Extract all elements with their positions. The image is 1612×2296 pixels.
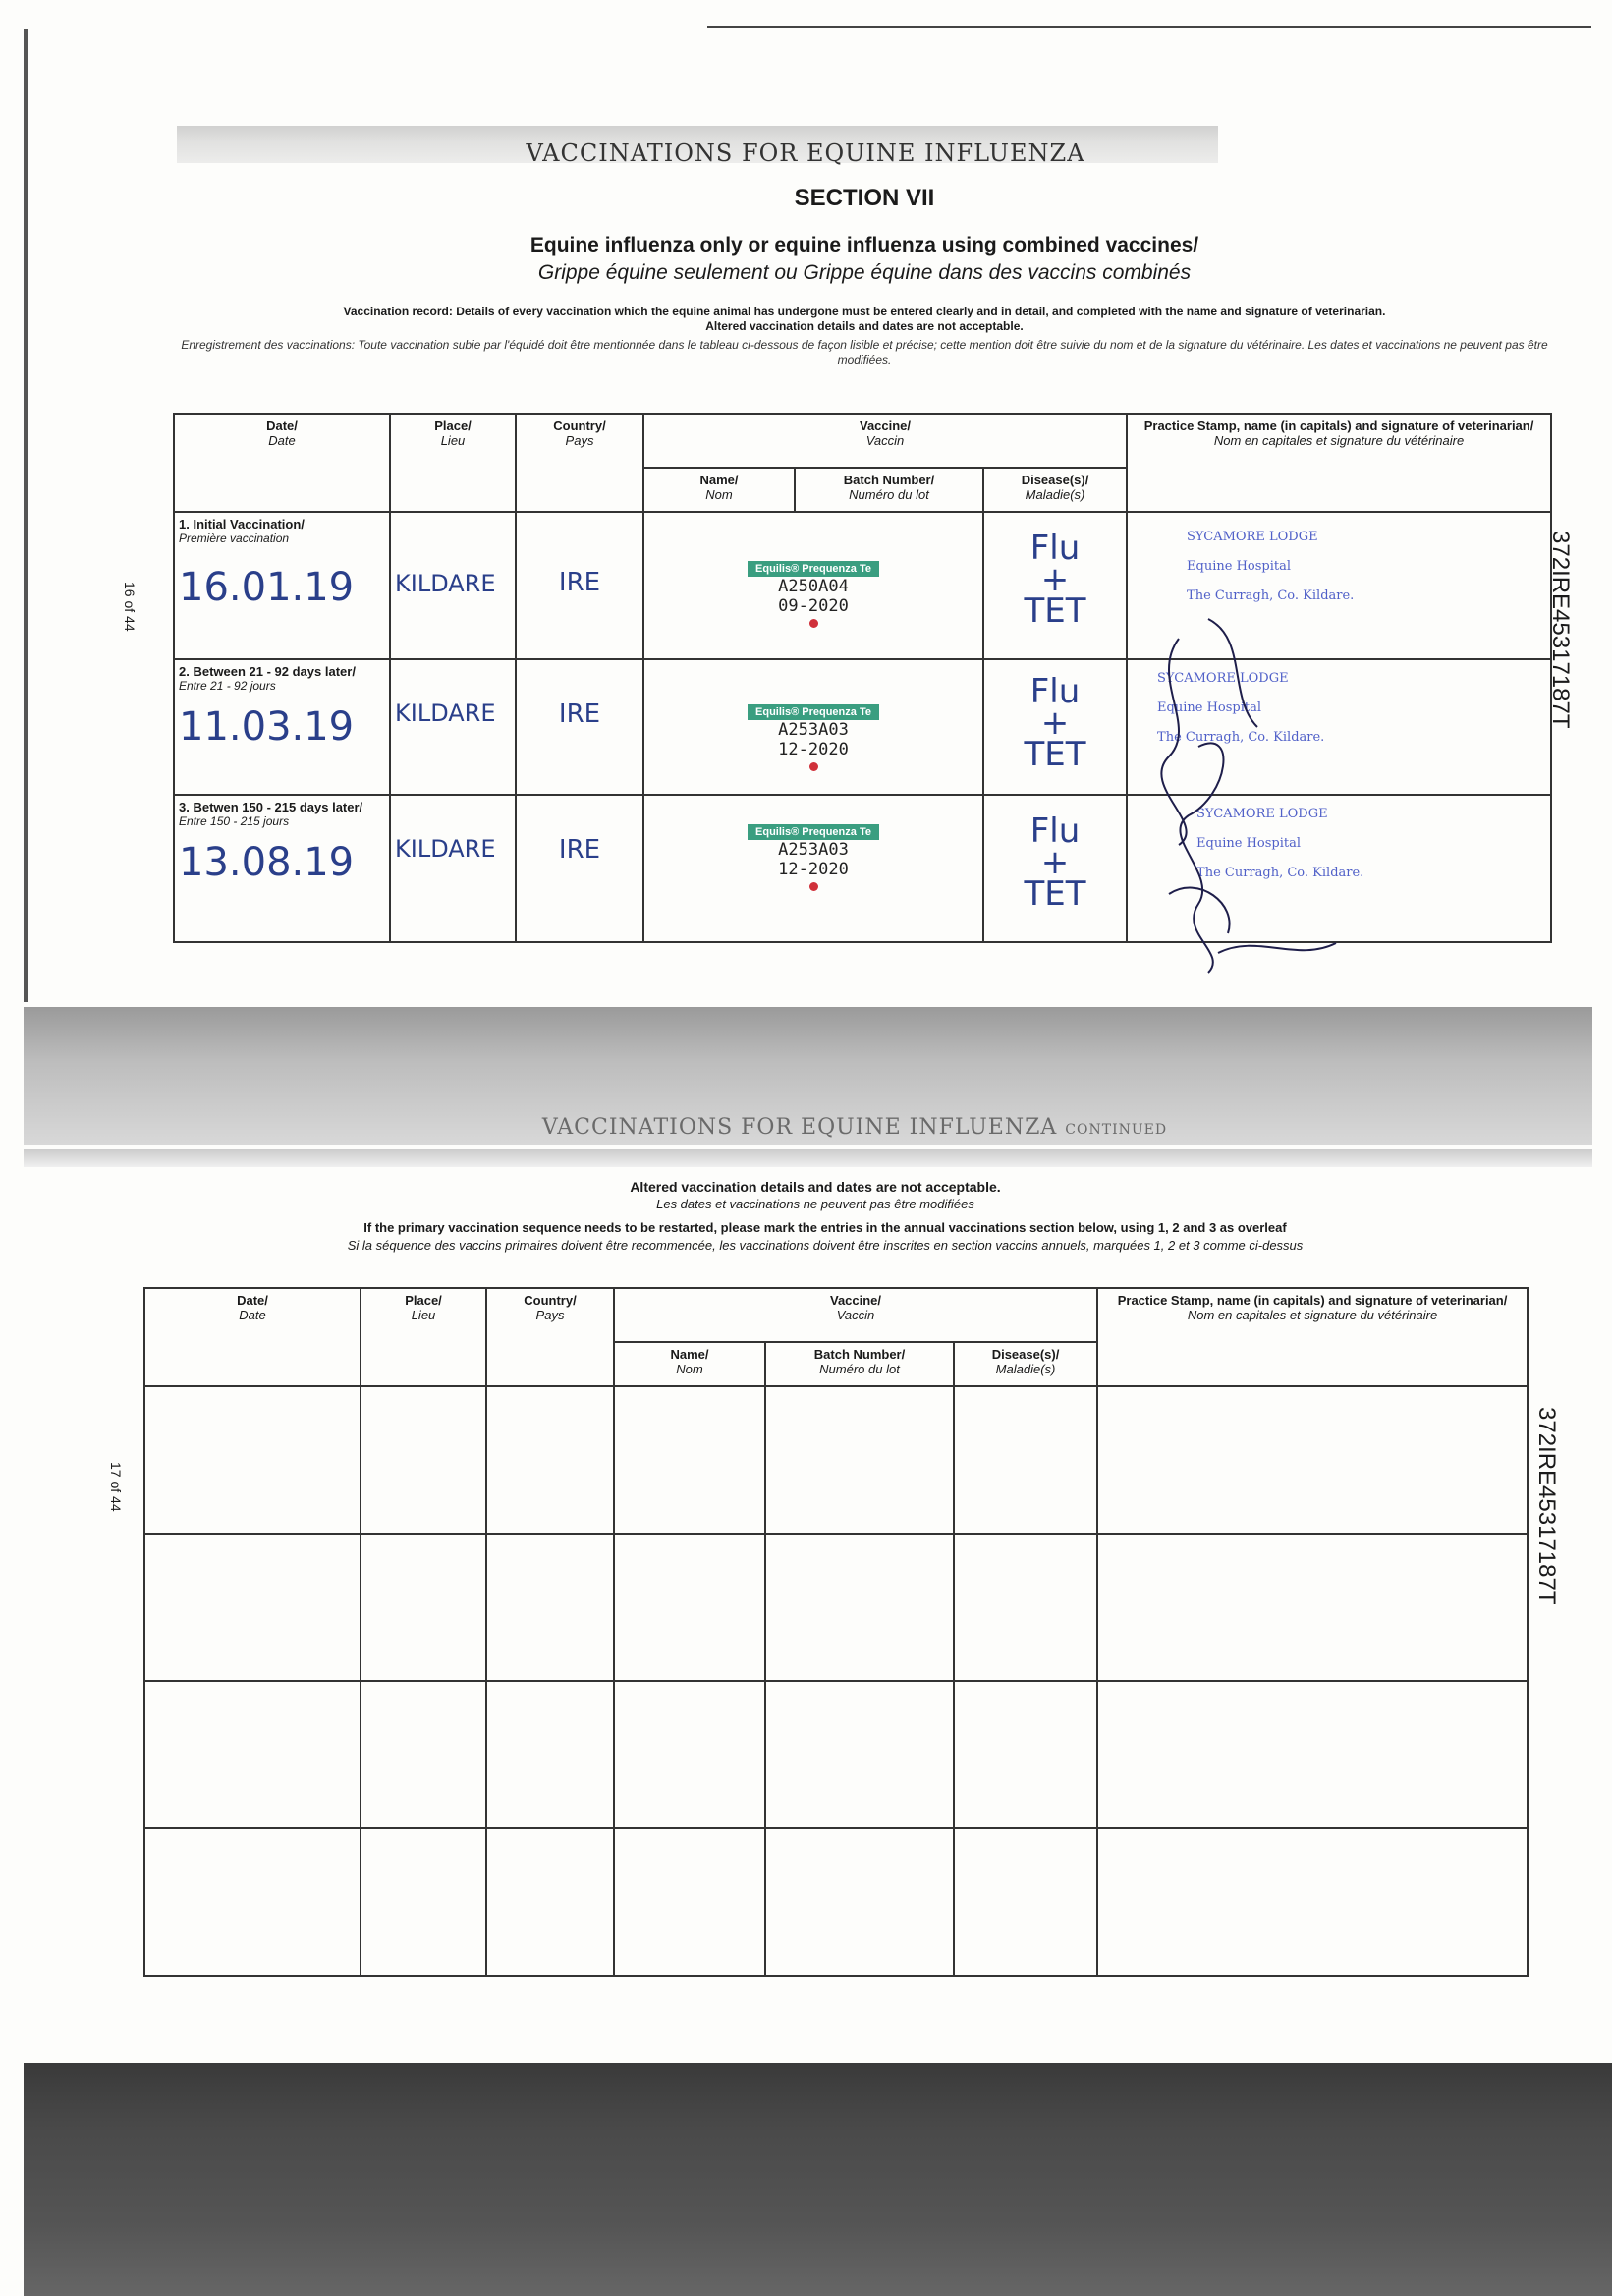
batch-expiry: 12-2020	[778, 740, 849, 759]
page-edge-left	[24, 29, 28, 1002]
record-note-en	[177, 305, 1552, 334]
col-batch: Batch Number/ Numéro du lot	[795, 468, 983, 512]
subtitle-en: Equine influenza only or equine influenza using combined vaccines/	[529, 234, 1199, 256]
disease-cell: Flu + TET	[983, 659, 1127, 795]
col-date: Date/ Date	[174, 414, 390, 512]
vaccination-table-2	[143, 1287, 1529, 1977]
col-stamp: Practice Stamp, name (in capitals) and signature of veterinarian/ Nom en capitales et signature du vétérinaire	[1127, 414, 1551, 512]
page2-title: VACCINATIONS FOR EQUINE INFLUENZA CONTINUED	[541, 1115, 1168, 1140]
page2-note-fr: Les dates et vaccinations ne peuvent pas être modifiées	[656, 1197, 974, 1211]
note-en: Vaccination record: Details of every vaccination which the equine animal has undergone must be entered clearly and in detail, and completed with the name and signature of veterinarian.	[343, 305, 1386, 318]
table-row	[144, 1828, 1528, 1976]
scan-bottom-shadow	[24, 2063, 1612, 2296]
page-number-17: 17 of 44	[108, 1462, 124, 1512]
date-handwritten: 13.08.19	[179, 840, 355, 885]
vaccine-name-label: Equilis® Prequenza Te	[748, 824, 879, 840]
vaccine-name-label: Equilis® Prequenza Te	[748, 561, 879, 577]
batch-expiry: 12-2020	[778, 860, 849, 879]
date-handwritten: 16.01.19	[179, 565, 355, 610]
practice-stamp: SYCAMORE LODGE Equine Hospital The Curragh, Co. Kildare.	[1127, 795, 1551, 942]
page-number-16: 16 of 44	[122, 582, 138, 632]
country-cell: IRE	[516, 659, 643, 795]
place-cell: KILDARE	[390, 795, 516, 942]
vaccine-label-sticker	[643, 795, 983, 942]
restart-note-en: If the primary vaccination sequence needs to be restarted, please mark the entries in the annual vaccinations section below, using 1, 2 and 3 as overleaf	[363, 1220, 1287, 1235]
red-dot-icon	[809, 882, 818, 891]
col-place: Place/ Lieu	[361, 1288, 486, 1386]
col-country: Country/ Pays	[486, 1288, 614, 1386]
side-id-1: 372IRE45317187T	[1547, 531, 1574, 729]
date-cell: 2. Between 21 - 92 days later/ Entre 21 - 92 jours 11.03.19	[174, 659, 390, 795]
disease-cell: Flu + TET	[983, 512, 1127, 659]
place-cell: KILDARE	[390, 659, 516, 795]
date-cell: 1. Initial Vaccination/ Première vaccination 16.01.19	[174, 512, 390, 659]
practice-stamp: SYCAMORE LODGE Equine Hospital The Curragh, Co. Kildare.	[1127, 659, 1551, 795]
table-row	[144, 1534, 1528, 1681]
country-cell: IRE	[516, 512, 643, 659]
section-heading: SECTION VII	[794, 185, 935, 211]
vaccine-label-sticker	[643, 512, 983, 659]
col-vaccine: Vaccine/ Vaccin	[614, 1288, 1097, 1342]
table-row	[144, 1681, 1528, 1828]
disease-cell: Flu + TET	[983, 795, 1127, 942]
red-dot-icon	[809, 762, 818, 771]
page-edge-top	[707, 26, 1591, 28]
date-cell: 3. Betwen 150 - 215 days later/ Entre 150 - 215 jours 13.08.19	[174, 795, 390, 942]
table-row	[144, 1386, 1528, 1534]
col-place: Place/ Lieu	[390, 414, 516, 512]
col-vaccine: Vaccine/ Vaccin	[643, 414, 1127, 468]
col-stamp: Practice Stamp, name (in capitals) and signature of veterinarian/ Nom en capitales et signature du vétérinaire	[1097, 1288, 1528, 1386]
col-vaccine-name: Name/ Nom	[614, 1342, 765, 1386]
batch-expiry: 09-2020	[778, 596, 849, 616]
col-disease: Disease(s)/ Maladie(s)	[954, 1342, 1097, 1386]
col-country: Country/ Pays	[516, 414, 643, 512]
note-en-altered: Altered vaccination details and dates are not acceptable.	[705, 319, 1024, 333]
subtitle-fr: Grippe équine seulement ou Grippe équine dans des vaccins combinés	[537, 261, 1192, 284]
scan-gutter-line	[24, 1149, 1592, 1167]
col-date: Date/ Date	[144, 1288, 361, 1386]
practice-stamp: SYCAMORE LODGE Equine Hospital The Curragh, Co. Kildare.	[1127, 512, 1551, 659]
restart-note-fr: Si la séquence des vaccins primaires doivent être recommencée, les vaccinations doivent être inscrites en section vaccins annuels, marquées 1, 2 et 3 comme ci-dessus	[347, 1238, 1304, 1253]
batch-number: A250A04	[778, 577, 849, 596]
batch-number: A253A03	[778, 840, 849, 860]
red-dot-icon	[809, 619, 818, 628]
col-batch: Batch Number/ Numéro du lot	[765, 1342, 954, 1386]
country-cell: IRE	[516, 795, 643, 942]
batch-number: A253A03	[778, 720, 849, 740]
veterinarian-signature	[1140, 580, 1395, 992]
record-note-fr: Enregistrement des vaccinations: Toute vaccination subie par l'équidé doit être mentionnée dans le tableau ci-dessous de façon lisible et précise; cette mention doit être suivie du nom et de la signature du vétérinaire. Les dates et vaccinations ne peuvent pas être modifiées.	[181, 338, 1548, 366]
vaccine-label-sticker	[643, 659, 983, 795]
col-disease: Disease(s)/ Maladie(s)	[983, 468, 1127, 512]
page2-note-en: Altered vaccination details and dates are not acceptable.	[630, 1179, 1001, 1195]
date-handwritten: 11.03.19	[179, 704, 355, 750]
vaccine-name-label: Equilis® Prequenza Te	[748, 704, 879, 720]
col-vaccine-name: Name/ Nom	[643, 468, 795, 512]
page-title: VACCINATIONS FOR EQUINE INFLUENZA	[526, 140, 1085, 167]
place-cell: KILDARE	[390, 512, 516, 659]
side-id-2: 372IRE45317187T	[1533, 1407, 1560, 1605]
